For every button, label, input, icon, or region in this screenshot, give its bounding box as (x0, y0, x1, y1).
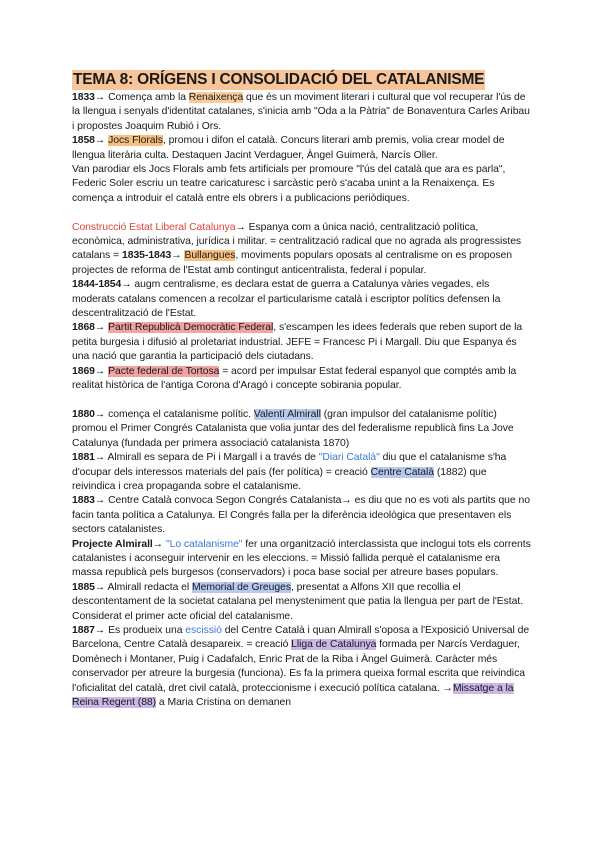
text: diu que el catalanisme s'ha d'ocupar dels interessos materials del país (fer política) = creació (72, 452, 507, 478)
year-label: 1858 (72, 135, 95, 147)
year-label: 1885 (72, 581, 95, 593)
highlight-partit-republica: Partit Republicà Democràtic Federal (108, 322, 274, 334)
year-label: 1883 (72, 495, 95, 507)
year-label: 1833 (72, 92, 95, 103)
paragraph-1887 (72, 624, 532, 710)
arrow-icon: → (94, 408, 106, 420)
text: formada per Narcís Verdaguer, Domènech i Montaner, Puig i Cadafalch, Enric Prat de la Riba i Àngel Guimerà. Caràcter més conservador per atreure la burgesia (funciona). Es fa la primera queixa formal escrita que reivindica l'oficialitat del català, dret civil català, proteccionisme i execució política catalana. (72, 639, 525, 694)
paragraph-1844 (72, 278, 532, 321)
paragraph-1880 (72, 408, 532, 451)
paragraph-1869 (72, 365, 532, 394)
highlight-bullangues: Bullangues (184, 250, 236, 262)
highlight-renaixenca: Renaixença (188, 92, 244, 103)
text: es diu que no es voti als partits que no facin tanta política a Catalunya. El Congrés falla per la diferència ideològica que presentaven els sectors catalanistes. (72, 495, 530, 536)
text: comença el catalanisme polític. (105, 408, 254, 420)
text: Es produeix una (105, 625, 186, 636)
text: Espanya com a única nació, centralització política, econòmica, administrativa, jurídica i militar. = centralització radical que no agrada als progressistes catalans = (72, 221, 522, 262)
text: , promou i difon el català. Concurs literari amb premis, volia crear model de llengua literària culta. Destaquen Jacint Verdaguer, Àngel Guimerà, Narcís Oller. (72, 135, 505, 161)
arrow-icon: → (442, 682, 453, 694)
blue-text-diari-catala: "Diari Català" (318, 452, 380, 464)
highlight-memorial-greuges: Memorial de Greuges (192, 581, 291, 593)
paragraph-1885 (72, 581, 532, 624)
text: , moviments populars oposats al centralisme on es proposen projectes de reforma de l'Estat amb contingut anticentralista, federal i popular. (72, 250, 512, 276)
blue-text-lo-catalanisme: "Lo catalanisme" (165, 538, 243, 550)
text: (1882) que reivindica i crea propaganda sobre el catalanisme. (72, 466, 487, 492)
paragraph-1858 (72, 134, 532, 163)
paragraph-1833 (72, 91, 532, 134)
text: , s'escampen les idees federals que reben suport de la petita burgesia i difusió al proletariat industrial. JEFE = Francesc Pi i Margall. Diu que Espanya és una nació que garantia la participació dels ciutadans. (72, 322, 523, 363)
highlight-missatge-reina: Missatge a la Reina Regent (88) (72, 682, 514, 709)
text: fer una organització interclassista que inclogui tots els corrents catalanistes i aconseguir intervenir en les eleccions. = Missió fallida perquè el catalanisme era massa republicà pels burgesos (conservadors) i poca base social per atreure bases populars. (72, 538, 531, 579)
highlight-centre-catala: Centre Català (370, 466, 435, 478)
arrow-icon: → (235, 221, 246, 233)
text: que és un moviment literari i cultural que vol recuperar l'ús de la llengua i senyals d'identitat catalanes, s'inicia amb "Oda a la Pàtria" de Bonaventura Carles Aribau i propostes Joaquim Rubió i Ors. (72, 92, 530, 132)
text: del Centre Català i quan Almirall s'oposa a l'Exposició Universal de Barcelona, Centre Català desapareix. = creació (72, 625, 530, 651)
paragraph-1881 (72, 451, 532, 494)
text: augm centralisme, es declara estat de guerra a Catalunya vàries vegades, els moderats catalans comencen a recolzar el particularisme català i escriptor polítics defensen la descentralització de l'Estat. (72, 279, 501, 320)
text: (gran impulsor del catalanisme polític) promou el Primer Congrés Catalanista que volia juntar des del federalisme republicà fins La Jove Catalunya (fundada per primera associació catalanista 1870) (72, 408, 514, 449)
arrow-icon: → (94, 625, 106, 636)
year-label: 1881 (72, 452, 95, 464)
year-label: 1835-1843 (122, 250, 172, 262)
document-page (72, 70, 532, 710)
text: a Maria Cristina on demanen (156, 697, 291, 709)
text: Centre Català convoca Segon Congrés Catalanista (105, 495, 342, 507)
paragraph-1868 (72, 321, 532, 364)
text: Almirall redacta el (105, 581, 192, 593)
text: , presentat a Alfons XII que recollia el descontentament de la societat catalana pel menysteniment que patia la llengua per part de l'Estat. Considerat el primer acte oficial del catalanisme. (72, 581, 524, 622)
paragraph-estat-liberal (72, 221, 532, 279)
arrow-icon: → (94, 365, 106, 377)
arrow-icon: → (94, 452, 106, 464)
arrow-icon: → (341, 495, 352, 507)
highlight-pacte-tortosa: Pacte federal de Tortosa (108, 365, 220, 377)
paragraph-1883 (72, 494, 532, 537)
paragraph-parody (72, 163, 532, 206)
arrow-icon: → (94, 581, 106, 593)
highlight-lliga-catalunya: Lliga de Catalunya (291, 639, 377, 651)
text: = acord per impulsar Estat federal espanyol que comptés amb la realitat històrica de l'antiga Corona d'Aragó i concepte sobirania popular. (72, 365, 517, 392)
year-label: 1868 (72, 322, 95, 334)
red-heading: Construcció Estat Liberal Catalunya (72, 221, 236, 233)
text: Van parodiar els Jocs Florals amb fets artificials per promoure "l'ús del català que ara es parla", Federic Soler escriu un teatre caricaturesc i sarcàstic però s'acaba unint a la Renaixença. Es comença a introduir el català entre els obrers i a publicacions periòdiques. (72, 164, 506, 204)
year-label: 1887 (72, 625, 95, 636)
text: Almirall es separa de Pi i Margall i a través de (105, 452, 319, 464)
page-title: TEMA 8: ORÍGENS I CONSOLIDACIÓ DEL CATALANISME (73, 71, 485, 88)
year-label: 1869 (72, 365, 95, 377)
highlight-jocs-florals: Jocs Florals (108, 135, 163, 147)
arrow-icon: → (94, 322, 106, 334)
blue-text-escissio: escissió (185, 625, 222, 636)
year-label: 1844-1854 (72, 279, 122, 291)
arrow-icon: → (152, 538, 164, 550)
arrow-icon: → (94, 495, 106, 507)
paragraph-projecte-almirall (72, 538, 532, 581)
arrow-icon: → (121, 279, 132, 291)
arrow-icon: → (171, 250, 182, 262)
arrow-icon: → (94, 135, 106, 147)
highlight-valenti-almirall: Valentí Almirall (253, 408, 321, 420)
arrow-icon: → (94, 92, 106, 103)
bold-label: Projecte Almirall (72, 538, 153, 550)
text: Comença amb la (105, 92, 189, 103)
year-label: 1880 (72, 408, 95, 420)
